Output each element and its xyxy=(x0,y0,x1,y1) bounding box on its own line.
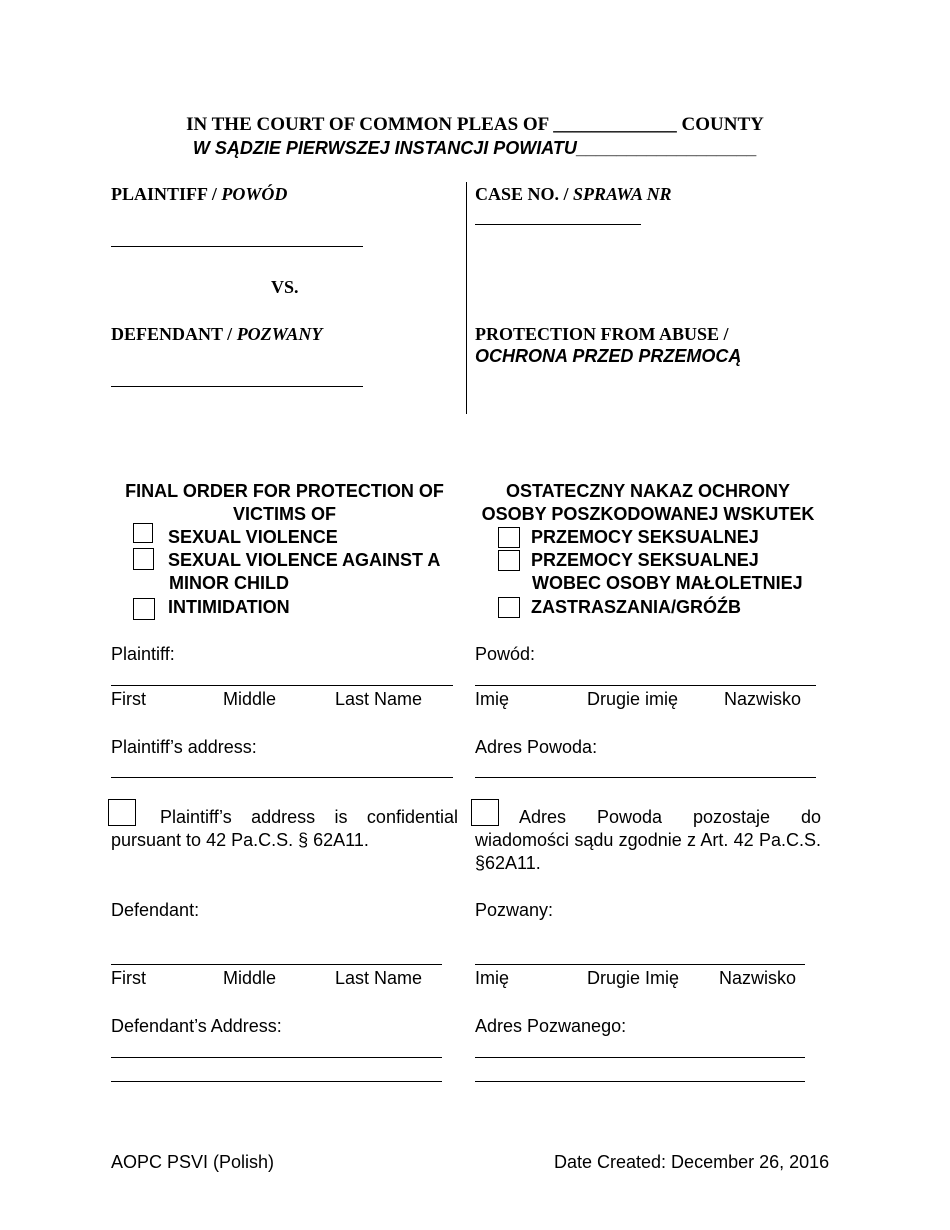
order-title-pl-line2: OSOBY POSZKODOWANEJ WSKUTEK xyxy=(481,504,815,524)
court-title-pl: W SĄDZIE PIERWSZEJ INSTANCJI POWIATU__________________ xyxy=(192,138,758,158)
plaintiff-label-en: Plaintiff: xyxy=(111,644,175,664)
case-number-line[interactable] xyxy=(475,224,641,225)
pozwany-last-label: Nazwisko xyxy=(719,968,797,988)
plaintiff-address-line-pl[interactable] xyxy=(475,777,816,778)
order-title-en-line1: FINAL ORDER FOR PROTECTION OF xyxy=(125,481,444,501)
defendant-label-en: Defendant: xyxy=(111,900,200,920)
court-title-en: IN THE COURT OF COMMON PLEAS OF _____________ COUNTY xyxy=(186,114,764,135)
defendant-address-line1-pl[interactable] xyxy=(475,1057,805,1058)
plaintiff-middle-label: Middle xyxy=(223,689,277,709)
plaintiff-caption-line[interactable] xyxy=(111,246,363,247)
defendant-last-label: Last Name xyxy=(335,968,423,988)
powod-middle-label: Drugie imię xyxy=(587,689,679,709)
plaintiff-address-line-en[interactable] xyxy=(111,777,453,778)
plaintiff-name-line-pl[interactable] xyxy=(475,685,816,686)
wobec-maloletniej-label-line1: PRZEMOCY SEKSUALNEJ xyxy=(531,550,759,570)
defendant-address-line2-pl[interactable] xyxy=(475,1081,805,1082)
plaintiff-address-label-pl: Adres Powoda: xyxy=(475,737,598,757)
intimidation-label: INTIMIDATION xyxy=(168,597,290,617)
plaintiff-first-label: First xyxy=(111,689,146,709)
defendant-address-line1-en[interactable] xyxy=(111,1057,442,1058)
defendant-middle-label: Middle xyxy=(223,968,277,988)
plaintiff-caption-label: PLAINTIFF / POWÓD xyxy=(111,184,288,204)
przemocy-seksualnej-label: PRZEMOCY SEKSUALNEJ xyxy=(531,527,759,547)
minor-child-label-line1: SEXUAL VIOLENCE AGAINST A xyxy=(168,550,441,570)
form-id: AOPC PSVI (Polish) xyxy=(111,1152,275,1172)
order-title-pl-line1: OSTATECZNY NAKAZ OCHRONY xyxy=(505,481,790,501)
plaintiff-confidential-text-pl: Adres Powoda pozostaje do wiadomości sądu zgodnie z Art. 42 Pa.C.S. §62A11. xyxy=(475,807,821,873)
plaintiff-confidential-text-en: Plaintiff’s address is confidential pursuant to 42 Pa.C.S. § 62A11. xyxy=(111,807,458,850)
defendant-first-label: First xyxy=(111,968,146,988)
caption-divider xyxy=(466,182,467,414)
defendant-address-label-en: Defendant’s Address: xyxy=(111,1016,282,1036)
date-created: Date Created: December 26, 2016 xyxy=(554,1152,830,1172)
pfa-title-en: PROTECTION FROM ABUSE / xyxy=(475,324,729,344)
defendant-caption-label: DEFENDANT / POZWANY xyxy=(111,324,323,344)
case-number-label: CASE NO. / SPRAWA NR xyxy=(475,184,672,204)
defendant-label-pl: Pozwany: xyxy=(475,900,554,920)
plaintiff-last-label: Last Name xyxy=(335,689,423,709)
plaintiff-label-pl: Powód: xyxy=(475,644,536,664)
intimidation-checkbox[interactable] xyxy=(133,598,155,620)
defendant-name-line-pl[interactable] xyxy=(475,964,805,965)
plaintiff-address-label-en: Plaintiff’s address: xyxy=(111,737,257,757)
defendant-address-line2-en[interactable] xyxy=(111,1081,442,1082)
order-title-en-line2: VICTIMS OF xyxy=(233,504,336,524)
sexual-violence-checkbox[interactable] xyxy=(133,523,153,543)
pfa-title-pl: OCHRONA PRZED PRZEMOCĄ xyxy=(475,346,742,366)
zastraszania-label: ZASTRASZANIA/GRÓŹB xyxy=(531,597,741,617)
minor-child-label-line2: MINOR CHILD xyxy=(169,573,289,593)
wobec-maloletniej-label-line2: WOBEC OSOBY MAŁOLETNIEJ xyxy=(532,573,803,593)
minor-child-checkbox[interactable] xyxy=(133,548,154,570)
zastraszania-checkbox[interactable] xyxy=(498,597,520,618)
defendant-address-label-pl: Adres Pozwanego: xyxy=(475,1016,627,1036)
przemocy-seksualnej-checkbox[interactable] xyxy=(498,527,520,548)
powod-first-label: Imię xyxy=(475,689,510,709)
plaintiff-name-line-en[interactable] xyxy=(111,685,453,686)
powod-last-label: Nazwisko xyxy=(724,689,802,709)
defendant-name-line-en[interactable] xyxy=(111,964,442,965)
pozwany-middle-label: Drugie Imię xyxy=(587,968,680,988)
sexual-violence-label: SEXUAL VIOLENCE xyxy=(168,527,338,547)
pozwany-first-label: Imię xyxy=(475,968,510,988)
wobec-maloletniej-checkbox[interactable] xyxy=(498,550,520,571)
versus-label: VS. xyxy=(271,277,299,297)
defendant-caption-line[interactable] xyxy=(111,386,363,387)
